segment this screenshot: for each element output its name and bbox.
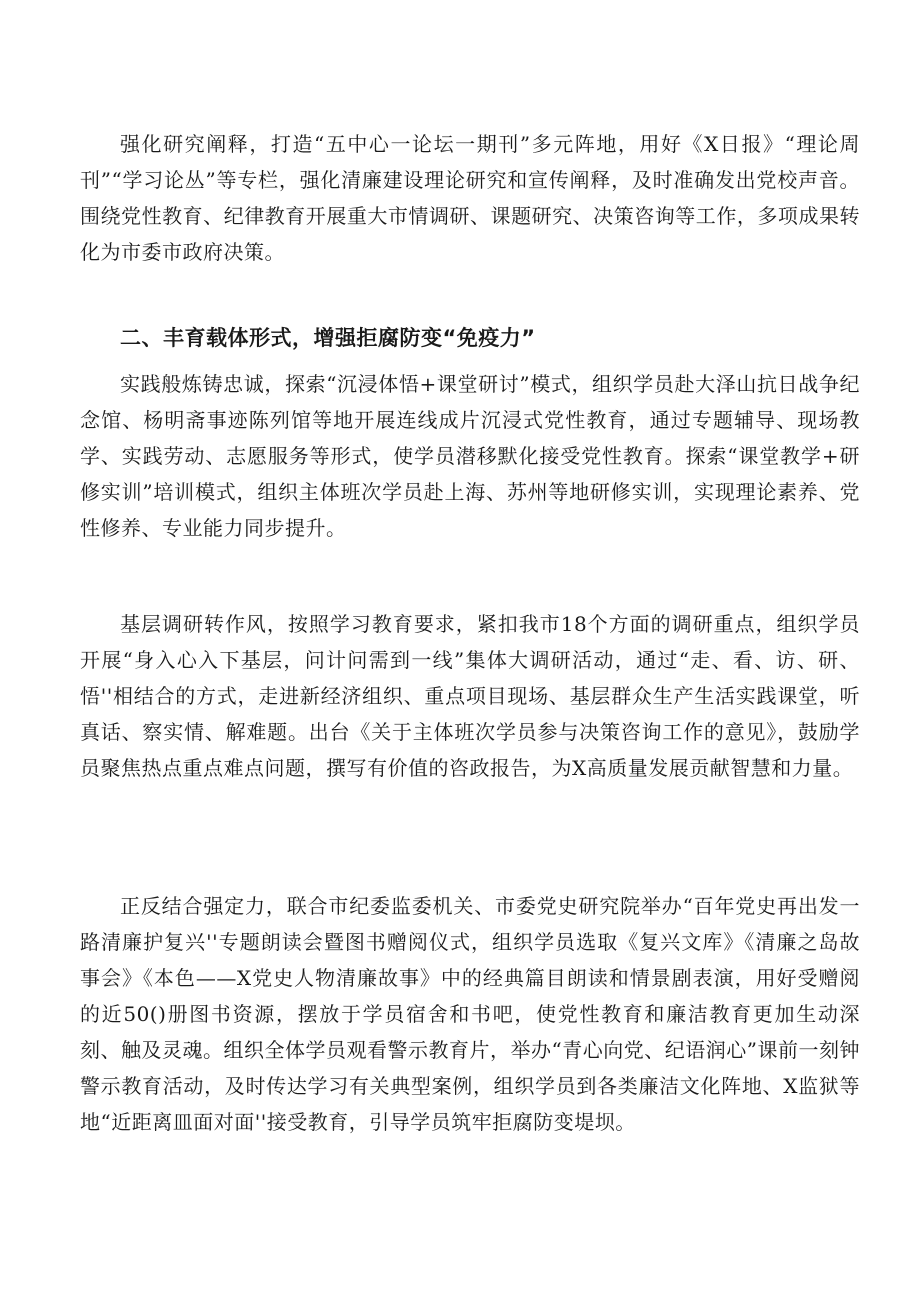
section-heading: 二、丰育载体形式，增强拒腐防变“免疫力”: [120, 326, 536, 350]
paragraph-warning-education: 正反结合强定力，联合市纪委监委机关、市委党史研究院举办“百年党史再出发一路清廉护复兴''专题朗读会暨图书赠阅仪式，组织学员选取《复兴文库》《清廉之岛故事会》《本色——X党史人物清廉故事》中的经典篇目朗读和情景剧表演，用好受赠阅的近50()册图书资源，摆放于学员宿舍和书吧，使党性教育和廉洁教育更加生动深刻、触及灵魂。组织全体学员观看警示教育片，举办“青心向党、纪语润心”课前一刻钟警示教育活动，及时传达学习有关典型案例，组织学员到各类廉洁文化阵地、X监狱等地“近距离皿面对面''接受教育，引导学员筑牢拒腐防变堤坝。: [80, 894, 860, 1134]
paragraph-grassroots: 基层调研转作风，按照学习教育要求，紧扣我市18个方面的调研重点，组织学员开展“身入心入下基层，问计问需到一线”集体大调研活动，通过“走、看、访、研、悟''相结合的方式，走进新经济组织、重点项目现场、基层群众生产生活实践课堂，听真话、察实情、解难题。出台《关于主体班次学员参与决策咨询工作的意见》，鼓励学员聚焦热点重点难点问题，撰写有价值的咨政报告，为X高质量发展贡献智慧和力量。: [80, 612, 860, 780]
paragraph-research: 强化研究阐释，打造“五中心一论坛一期刊”多元阵地，用好《X日报》“理论周刊”“学习论丛”等专栏，强化清廉建设理论研究和宣传阐释，及时准确发出党校声音。围绕党性教育、纪律教育开展重大市情调研、课题研究、决策咨询等工作，多项成果转化为市委市政府决策。: [80, 132, 860, 264]
paragraph-practice: 实践般炼铸忠诚，探索“沉浸体悟+课堂研讨”模式，组织学员赴大泽山抗日战争纪念馆、杨明斋事迹陈列馆等地开展连线成片沉浸式党性教育，通过专题辅导、现场教学、实践劳动、志愿服务等形式，使学员潜移默化接受党性教育。探索“课堂教学+研修实训”培训模式，组织主体班次学员赴上海、苏州等地研修实训，实现理论素养、党性修养、专业能力同步提升。: [80, 372, 860, 540]
